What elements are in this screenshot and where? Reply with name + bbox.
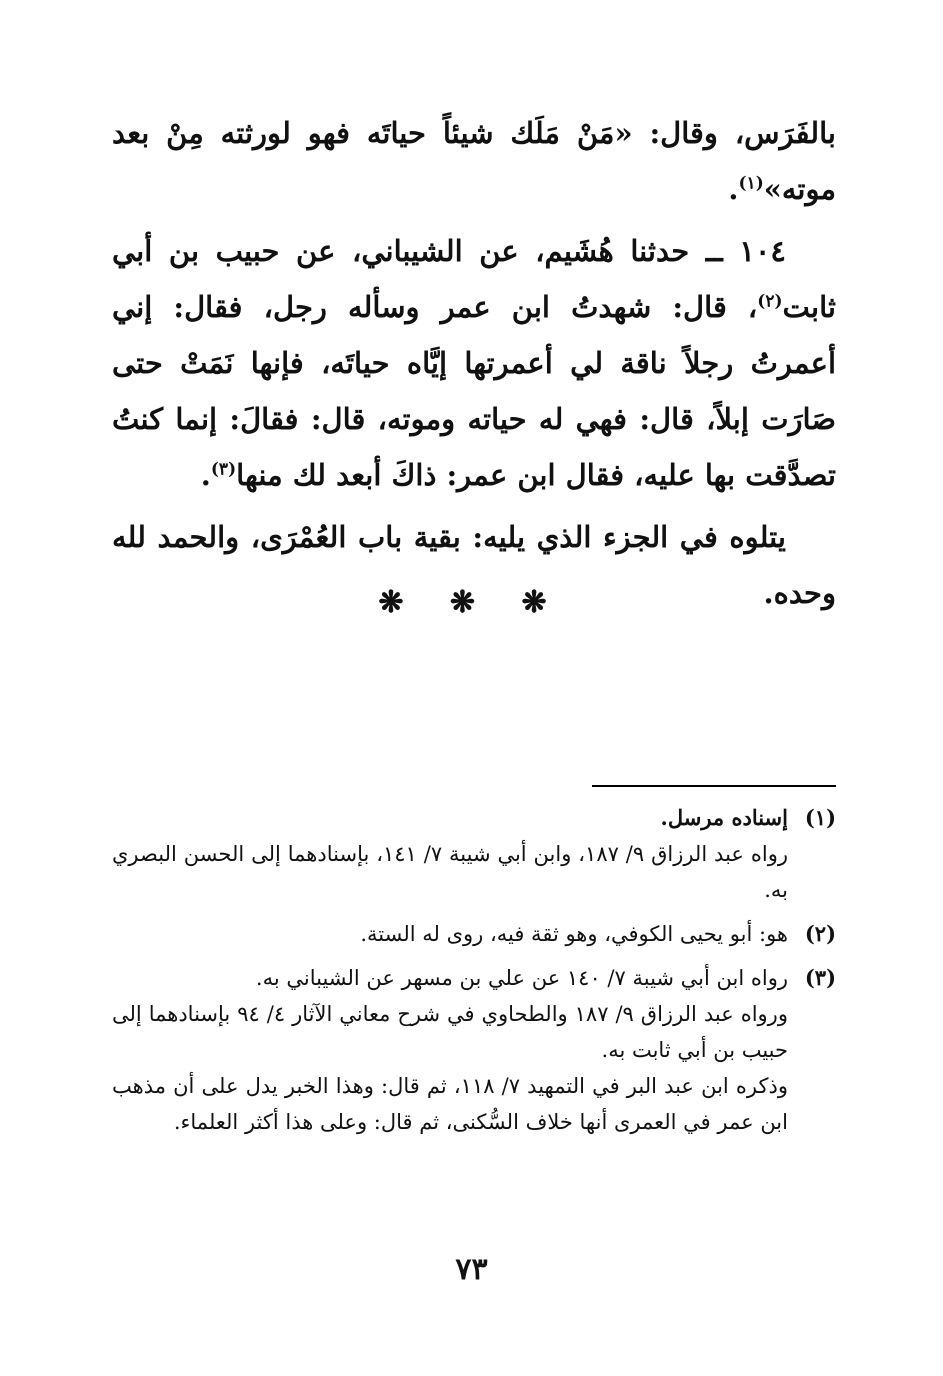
footnote-number: (٣) <box>804 965 836 990</box>
footnote-number: (٢) <box>804 921 836 946</box>
footnote-1 <box>112 800 836 908</box>
paragraph-1 <box>112 105 836 217</box>
paragraph-1-text: بالفَرَس، وقال: «مَنْ مَلَك شيئاً حياتَه فهو لورثته مِنْ بعد موته» <box>112 116 836 206</box>
paragraph-2-text: ١٠٤ ــ حدثنا هُشَيم، عن الشيباني، عن حبيب بن أبي ثابت <box>112 234 836 324</box>
footnotes <box>112 800 836 1148</box>
paragraph-2-continuation: ، قال: شهدتُ ابن عمر وسأله رجل، فقال: إني أعمرتُ رجلاً ناقة لي أعمرتها إيَّاه حياتَه، فإنها نَمَتْ حتى صَارَت إبلاً، قال: فهي له حياته وموته، قال: فقالَ: إنما كنتُ تصدَّقت بها عليه، فقال ابن عمر: ذاكَ أبعد لك منها <box>112 290 836 492</box>
main-text <box>112 105 836 627</box>
paragraph-2 <box>112 223 836 503</box>
footnote-line: هو: أبو يحيى الكوفي، وهو ثقة فيه، روى له الستة. <box>360 922 788 946</box>
footnote-line: ورواه عبد الرزاق ٩/ ١٨٧ والطحاوي في شرح معاني الآثار ٤/ ٩٤ بإسنادهما إلى حبيب بن أبي ثابت به. <box>112 1002 788 1062</box>
footnote-2 <box>112 916 836 952</box>
paragraph-3: يتلوه في الجزء الذي يليه: بقية باب العُمْرَى، والحمد لله وحده. <box>112 520 836 610</box>
footnote-divider <box>592 785 836 787</box>
section-separator: ❋ ❋ ❋ <box>378 585 565 620</box>
footnote-line: رواه ابن أبي شيبة ٧/ ١٤٠ عن علي بن مسهر عن الشيباني به. <box>255 966 788 990</box>
footnote-line: إسناده مرسل. <box>660 805 788 830</box>
footnote-number: (١) <box>804 805 836 830</box>
paragraph-1-end: . <box>728 172 739 206</box>
footnote-line: وذكره ابن عبد البر في التمهيد ٧/ ١١٨، ثم قال: وهذا الخبر يدل على أن مذهب ابن عمر في العمرى أنها خلاف السُّكنى، ثم قال: وعلى هذا أكثر العلماء. <box>112 1074 788 1134</box>
footnote-ref-1[interactable]: (١) <box>738 173 764 194</box>
footnote-3 <box>112 960 836 1140</box>
page-number: ٧٣ <box>455 1252 488 1287</box>
footnote-line: رواه عبد الرزاق ٩/ ١٨٧، وابن أبي شيبة ٧/ ١٤١، بإسنادهما إلى الحسن البصري به. <box>112 842 788 902</box>
paragraph-2-end: . <box>200 458 211 492</box>
footnote-ref-2[interactable]: (٢) <box>757 291 783 312</box>
footnote-ref-3[interactable]: (٣) <box>210 459 237 480</box>
